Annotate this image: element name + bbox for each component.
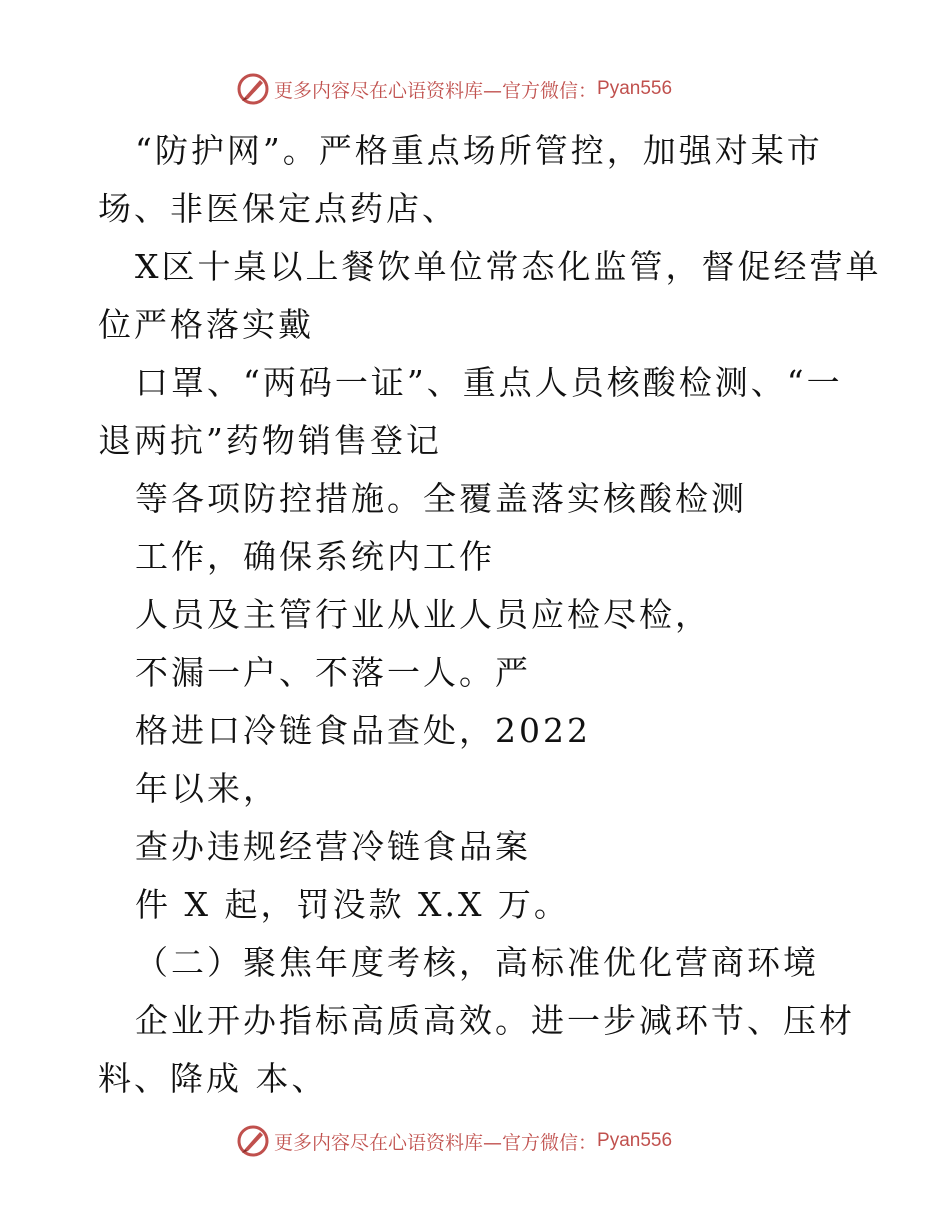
text-line: “防护网”。严格重点场所管控，加强对某市 bbox=[135, 131, 823, 170]
text-line: 退两抗”药物销售登记 bbox=[98, 421, 442, 460]
text-line: 场、非医保定点药店、 bbox=[98, 189, 458, 228]
text-line: 人员及主管行业从业人员应检尽检， bbox=[135, 595, 711, 634]
text-line: 年以来， bbox=[135, 769, 279, 808]
text-line: 料、降成 本、 bbox=[98, 1059, 328, 1098]
text-line: X区十桌以上餐饮单位常态化监管，督促经营单 bbox=[135, 247, 882, 286]
text-line: 口罩、“两码一证”、重点人员核酸检测、“一 bbox=[135, 363, 843, 402]
watermark-text: 更多内容尽在心语资料库—官方微信： bbox=[274, 1131, 598, 1154]
watermark-handle: Pyan556 bbox=[597, 1130, 673, 1151]
document-body bbox=[98, 122, 882, 1108]
feather-pen-logo-icon bbox=[236, 1124, 270, 1158]
text-line: 等各项防控措施。全覆盖落实核酸检测 bbox=[135, 479, 747, 518]
text-line: 位严格落实戴 bbox=[98, 305, 314, 344]
watermark-text: 更多内容尽在心语资料库—官方微信： bbox=[274, 79, 598, 102]
section-heading: （二）聚焦年度考核，高标准优化营商环境 bbox=[135, 943, 819, 982]
text-line: 工作，确保系统内工作 bbox=[135, 537, 495, 576]
footer-watermark bbox=[236, 1124, 672, 1158]
text-line: 企业开办指标高质高效。进一步减环节、压材 bbox=[135, 1001, 855, 1040]
header-watermark bbox=[236, 72, 672, 106]
text-line: 不漏一户、不落一人。严 bbox=[135, 653, 531, 692]
text-line: 件 X 起，罚没款 X.X 万。 bbox=[135, 885, 570, 924]
watermark-handle: Pyan556 bbox=[597, 78, 673, 99]
text-line: 查办违规经营冷链食品案 bbox=[135, 827, 531, 866]
feather-pen-logo-icon bbox=[236, 72, 270, 106]
text-line: 格进口冷链食品查处，2022 bbox=[135, 711, 591, 750]
